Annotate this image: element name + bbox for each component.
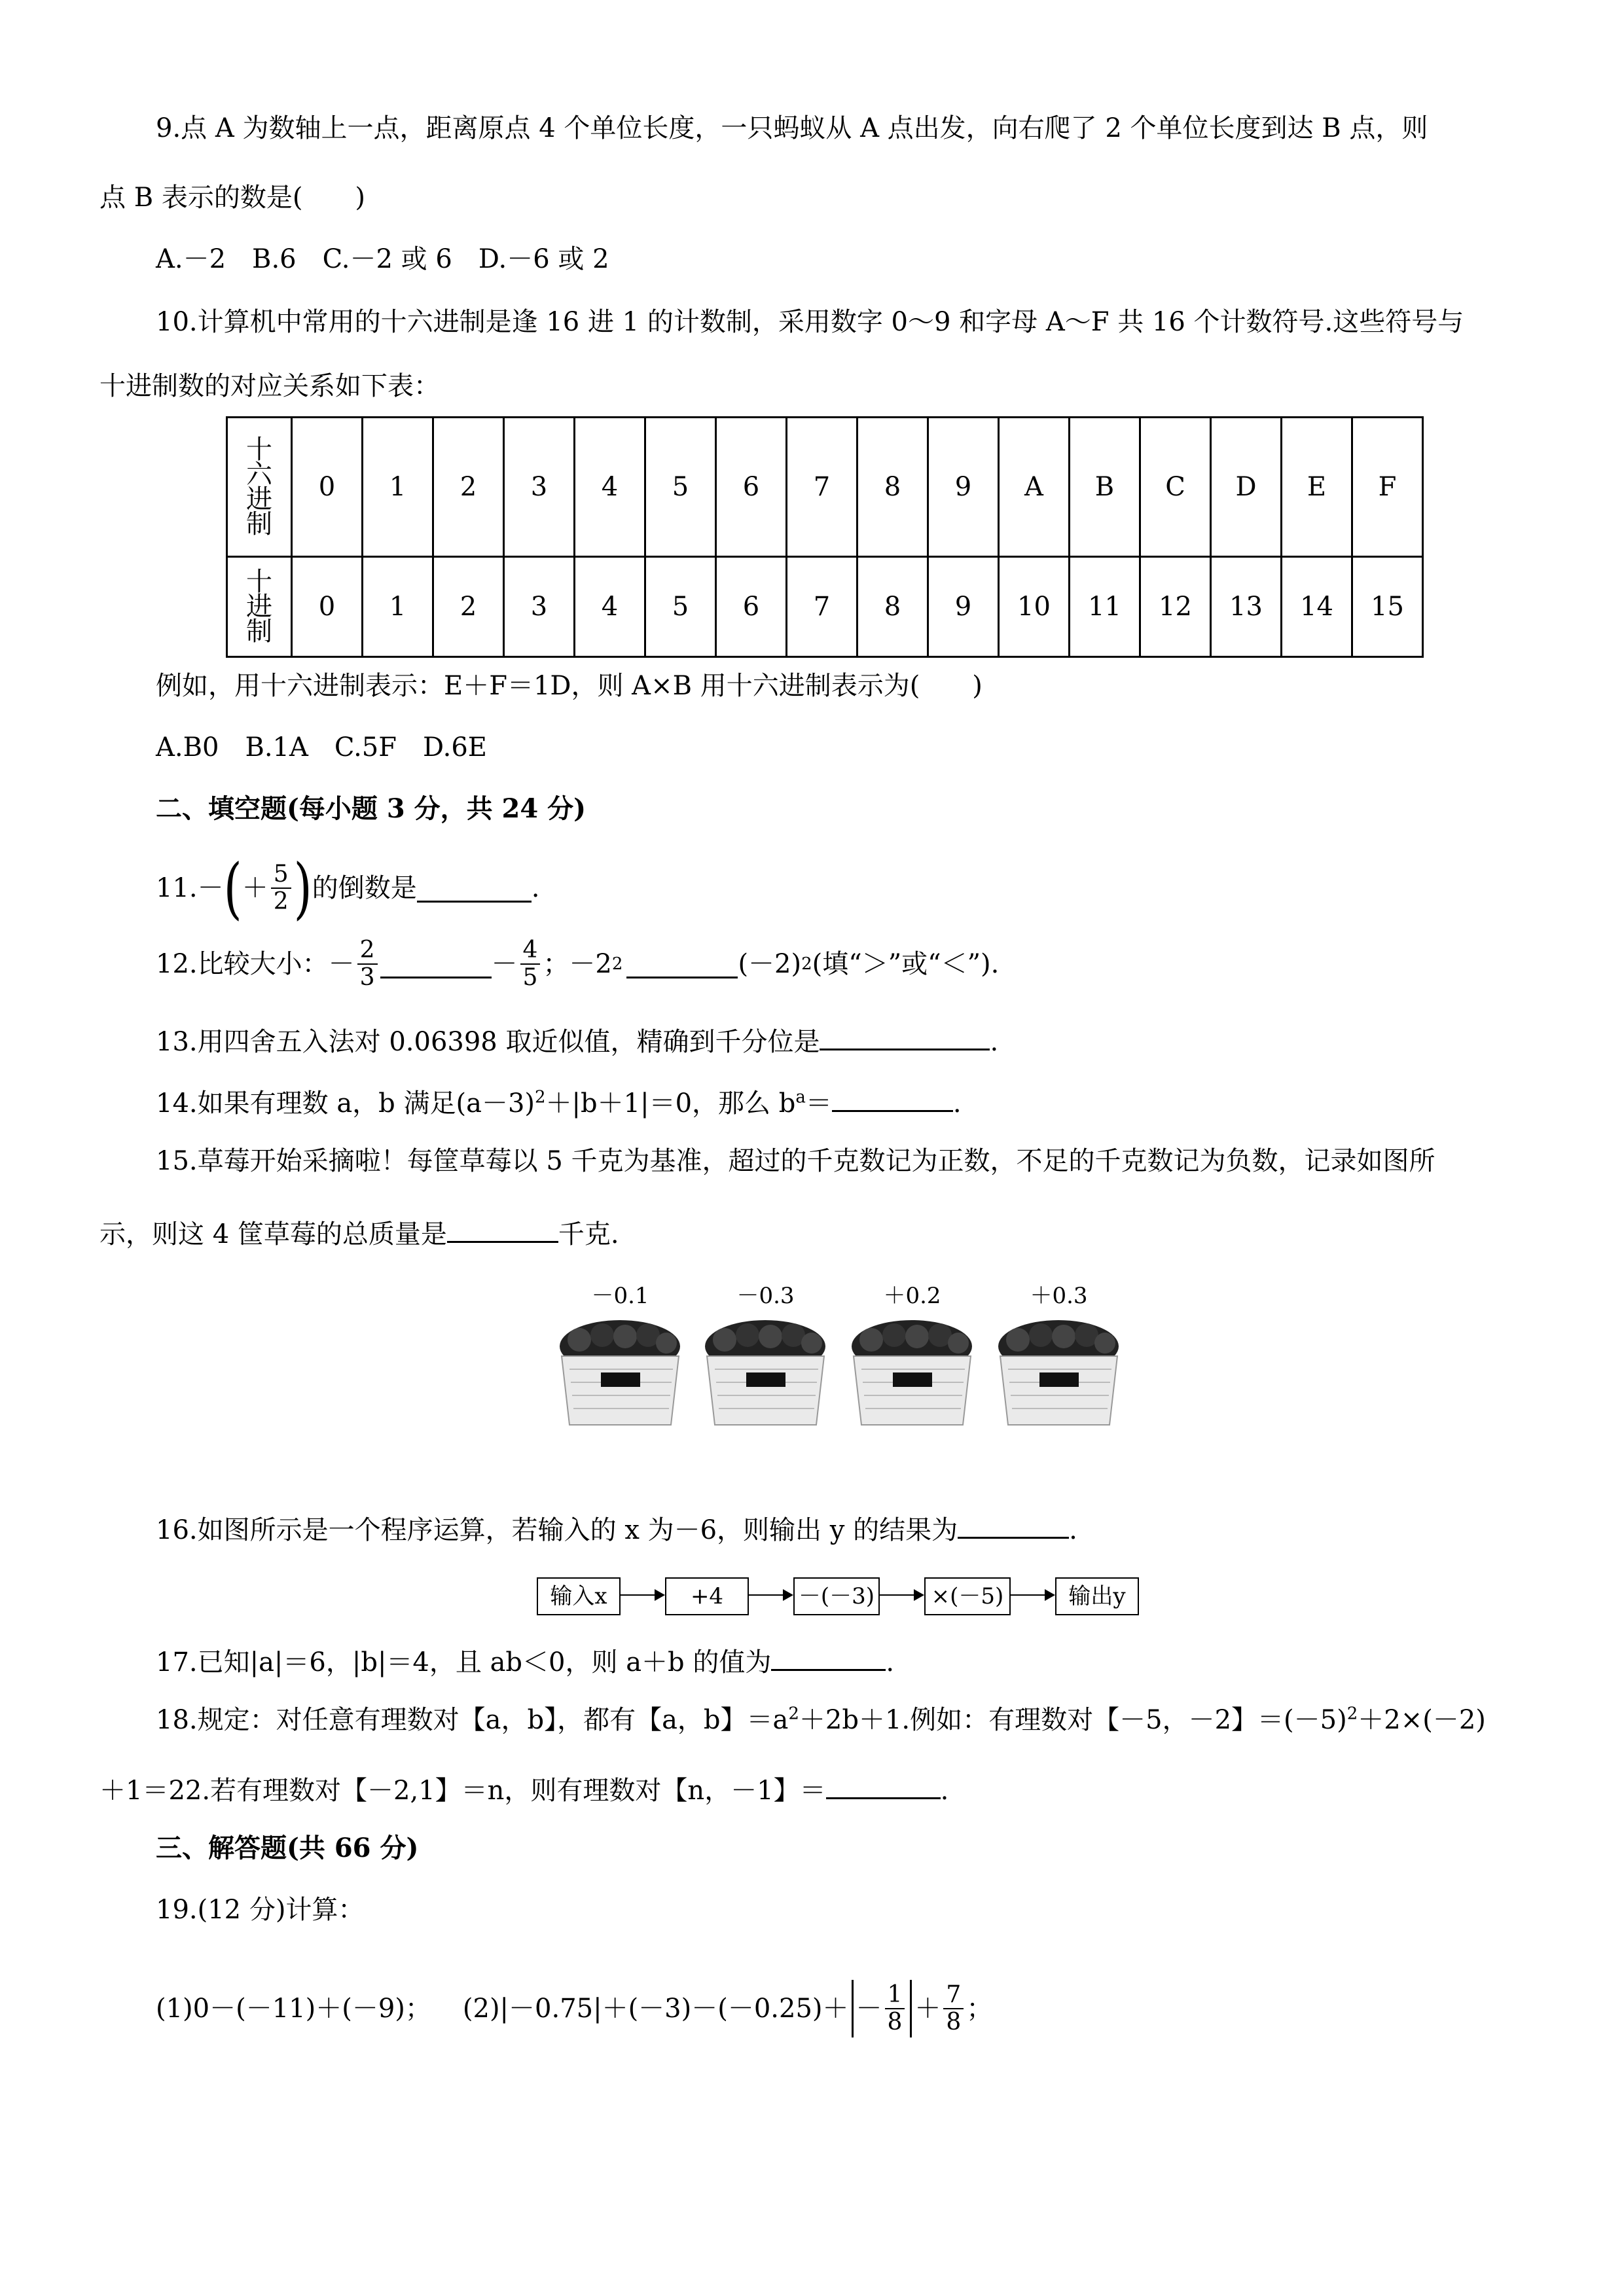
q12-answer-blank-2 [626,950,738,978]
q11-suffix: 的倒数是 [312,873,417,903]
dec-cell: 4 [575,557,645,657]
q19-num1: 1 [885,1982,905,2009]
q15-line2b: 千克. [558,1219,619,1249]
abs-bar-left [852,1980,854,2037]
hex-cell: 2 [433,418,504,557]
hex-cell: D [1211,418,1282,557]
q19-abs-sign: － [856,1994,882,2024]
q14-end: . [952,1088,962,1119]
dec-cell: 3 [504,557,575,657]
basket-label: －0.1 [591,1283,649,1309]
flow-arrow-icon [878,1594,923,1596]
dec-cell: 11 [1070,557,1140,657]
dec-cell: 15 [1352,557,1423,657]
left-paren: ( [223,850,242,927]
q19-title: 19.(12 分)计算： [156,1895,365,1925]
q12-fraction-2 [520,937,541,991]
flow-output-box: 输出y [1055,1577,1139,1615]
basket-2 [702,1283,829,1428]
q19-den1: 8 [887,2009,903,2036]
q18-line1 [156,1704,1486,1736]
q10-line2: 十进制数的对应关系如下表： [99,371,440,401]
q15-answer-blank [447,1215,558,1243]
dec-cell: 2 [433,557,504,657]
q11-end: . [531,873,540,903]
flow-add-box: +4 [665,1577,749,1615]
hex-cell: E [1282,418,1352,557]
q9-line1: 9.点 A 为数轴上一点，距离原点 4 个单位长度，一只蚂蚁从 A 点出发，向右爬了 2 个单位长度到达 B 点，则 [156,113,1428,143]
q11 [156,850,540,927]
hex-cell: 5 [645,418,716,557]
q11-den: 2 [273,888,289,915]
q12-sep: ；－2 [543,949,612,979]
hex-cell: F [1352,418,1423,557]
strawberry-basket-icon [995,1317,1123,1428]
q11-fraction [271,861,291,915]
q18-end: . [940,1776,949,1806]
q9-line2: 点 B 表示的数是( ) [99,183,366,213]
q19-part2a: (2)|－0.75|＋(－3)－(－0.25)＋ [462,1994,849,2024]
q10-options: A.B0 B.1A C.5F D.6E [156,732,487,762]
q14-exp2: a [795,1087,806,1107]
hex-cell: 3 [504,418,575,557]
basket-label: －0.3 [736,1283,795,1309]
hex-cell: 6 [716,418,787,557]
flow-input-box: 输入x [537,1577,621,1615]
q18-exp1: 2 [788,1704,799,1724]
flow-arrow-icon [619,1594,664,1596]
basket-label: ＋0.3 [1030,1283,1088,1309]
hex-row [227,418,1423,557]
dec-cell: 1 [363,557,433,657]
q12-num1: 2 [357,937,378,965]
q13-answer-blank [820,1022,990,1050]
q19-part1: (1)0－(－11)＋(－9)； [156,1994,431,2024]
q10-example: 例如，用十六进制表示：E＋F＝1D，则 A×B 用十六进制表示为( ) [156,671,983,701]
basket-label: ＋0.2 [883,1283,941,1309]
q19-parts [156,1973,992,2045]
q17-answer-blank [771,1643,886,1671]
q18-answer-blank [826,1771,941,1799]
dec-cell: 8 [857,557,928,657]
q18-line2 [99,1771,948,1806]
q19-end: ； [966,1994,993,2024]
section2-heading: 二、填空题(每小题 3 分，共 24 分) [156,793,586,824]
q11-sign: ＋ [242,873,268,903]
q12: 12.比较大小：－ $\frac{2}{3}$ － $\frac{4}{5}$ ；－2 2 (－2) 2 (填“＞”或“＜”). [156,937,1000,991]
q12-fraction-1 [357,937,378,991]
q19-num2: 7 [943,1982,964,2009]
q15-line2a: 示，则这 4 筐草莓的总质量是 [99,1219,447,1249]
hex-cell: 8 [857,418,928,557]
flow-arrow-icon [748,1594,792,1596]
flow-arrow-icon [1009,1594,1054,1596]
q14-text2: ＋|b＋1|＝0，那么 b [545,1088,796,1119]
q11-answer-blank [417,874,532,903]
basket-1 [556,1283,684,1428]
q18-line1c: ＋2×(－2) [1358,1705,1486,1735]
q11-num: 5 [271,861,291,889]
q13 [156,1022,998,1058]
flow-multiply-box: ×(－5) [924,1577,1011,1615]
dec-cell: 12 [1140,557,1211,657]
q18-line1b: ＋2b＋1.例如：有理数对【－5，－2】＝(－5) [799,1705,1347,1735]
q12-tail: (填“＞”或“＜”). [812,949,1000,979]
q9-options: A.－2 B.6 C.－2 或 6 D.－6 或 2 [156,244,609,274]
dec-cell: 7 [787,557,857,657]
q13-end: . [990,1027,999,1057]
q12-den2: 5 [522,964,538,991]
q19-den2: 8 [946,2009,962,2036]
q14 [156,1084,962,1119]
abs-bar-right [910,1980,912,2037]
q12-mid: － [491,949,518,979]
hex-cell: C [1140,418,1211,557]
hex-cell: 9 [928,418,999,557]
q12-prefix: 12.比较大小：－ [156,949,355,979]
q14-text: 14.如果有理数 a，b 满足(a－3) [156,1088,535,1119]
basket-4 [995,1283,1123,1428]
hex-cell: 0 [292,418,363,557]
hex-cell: B [1070,418,1140,557]
q17 [156,1643,894,1678]
hex-cell: 4 [575,418,645,557]
q10-line1: 10.计算机中常用的十六进制是逢 16 进 1 的计数制，采用数字 0～9 和字母 A～F 共 16 个计数符号.这些符号与 [156,307,1464,337]
q17-end: . [886,1647,895,1677]
dec-row [227,557,1423,657]
strawberry-basket-icon [848,1317,976,1428]
q14-text3: ＝ [805,1088,832,1119]
q16-end: . [1069,1515,1077,1545]
dec-cell: 6 [716,557,787,657]
dec-cell: 0 [292,557,363,657]
basket-3 [848,1283,976,1428]
q19-fraction-1 [885,1982,905,2036]
hex-cell: A [999,418,1070,557]
dec-cell: 9 [928,557,999,657]
hex-cell: 1 [363,418,433,557]
q14-exp: 2 [535,1087,546,1107]
dec-cell: 10 [999,557,1070,657]
q16 [156,1511,1077,1546]
dec-cell: 14 [1282,557,1352,657]
q15-line1: 15.草莓开始采摘啦！每筐草莓以 5 千克为基准，超过的千克数记为正数，不足的千克数记为负数，记录如图所 [156,1146,1435,1176]
q15-line2 [99,1215,619,1250]
q19-plus: ＋ [914,1994,941,2024]
q16-answer-blank [958,1511,1069,1539]
strawberry-basket-icon [556,1317,684,1428]
q18-line1a: 18.规定：对任意有理数对【a，b】，都有【a，b】＝a [156,1705,789,1735]
q14-answer-blank [832,1084,953,1112]
section3-heading: 三、解答题(共 66 分) [156,1833,419,1863]
dec-row-header: 十 进 制 [227,557,292,657]
q12-answer-blank-1 [380,950,492,978]
q18-line2-text: ＋1＝22.若有理数对【－2,1】＝n，则有理数对【n，－1】＝ [99,1776,826,1806]
flow-subtract-box: －(－3) [793,1577,880,1615]
q16-text: 16.如图所示是一个程序运算，若输入的 x 为－6，则输出 y 的结果为 [156,1515,958,1545]
dec-cell: 5 [645,557,716,657]
q19-fraction-2 [943,1982,964,2036]
right-paren: ) [293,850,312,927]
strawberry-basket-icon [702,1317,829,1428]
q13-text: 13.用四舍五入法对 0.06398 取近似值，精确到千分位是 [156,1027,820,1057]
q12-part2: (－2) [738,949,802,979]
q12-den1: 3 [359,964,375,991]
hex-row-header: 十 六 进 制 [227,418,292,557]
q12-num2: 4 [520,937,541,965]
hex-cell: 7 [787,418,857,557]
q18-exp2: 2 [1346,1704,1358,1724]
q17-text: 17.已知|a|＝6，|b|＝4，且 ab＜0，则 a＋b 的值为 [156,1647,772,1677]
q11-prefix: 11.－ [156,873,224,903]
hex-table [226,416,1424,658]
dec-cell: 13 [1211,557,1282,657]
